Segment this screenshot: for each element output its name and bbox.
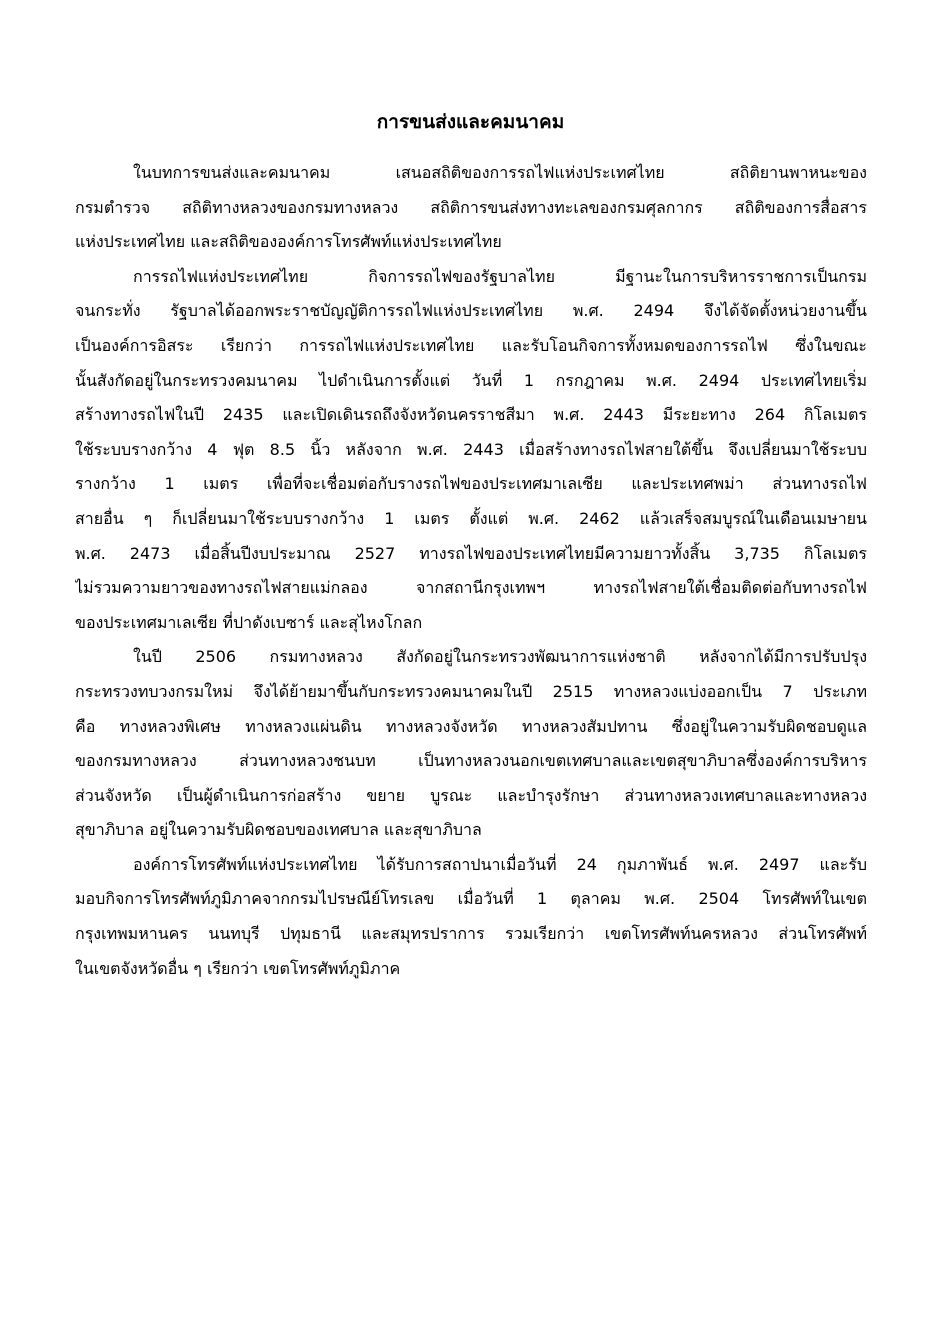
paragraph-line: ส่วนจังหวัด เป็นผู้ดำเนินการก่อสร้าง ขยาย บูรณะ และบำรุงรักษา ส่วนทางหลวงเทศบาลและทางหลวง — [75, 785, 867, 805]
body-text — [75, 156, 867, 986]
paragraph-line: กรุงเทพมหานคร นนทบุรี ปทุมธานี และสมุทรปราการ รวมเรียกว่า เขตโทรศัพท์นครหลวง ส่วนโทรศัพท์ — [75, 924, 867, 944]
paragraph-line: จนกระทั่ง รัฐบาลได้ออกพระราชบัญญัติการรถไฟแห่งประเทศไทย พ.ศ. 2494 จึงได้จัดตั้งหน่วยงานขึ้น — [75, 301, 867, 321]
paragraph-line: ไม่รวมความยาวของทางรถไฟสายแม่กลอง จากสถานีกรุงเทพฯ ทางรถไฟสายใต้เชื่อมติดต่อกับทางรถไฟ — [75, 578, 867, 598]
paragraph-line: กระทรวงทบวงกรมใหม่ จึงได้ย้ายมาขึ้นกับกระทรวงคมนาคมในปี 2515 ทางหลวงแบ่งออกเป็น 7 ประเภท — [75, 681, 867, 701]
page-title: การขนส่งและคมนาคม — [376, 111, 565, 133]
paragraph-line: แห่งประเทศไทย และสถิติขององค์การโทรศัพท์แห่งประเทศไทย — [75, 232, 502, 252]
paragraph-line: ในปี 2506 กรมทางหลวง สังกัดอยู่ในกระทรวงพัฒนาการแห่งชาติ หลังจากได้มีการปรับปรุง — [133, 647, 867, 667]
paragraph-line: ของกรมทางหลวง ส่วนทางหลวงชนบท เป็นทางหลวงนอกเขตเทศบาลและเขตสุขาภิบาลซึ่งองค์การบริหาร — [75, 751, 867, 771]
paragraph-line: สายอื่น ๆ ก็เปลี่ยนมาใช้ระบบรางกว้าง 1 เมตร ตั้งแต่ พ.ศ. 2462 แล้วเสร็จสมบูรณ์ในเดือนเมษายน — [75, 508, 867, 528]
paragraph-line: พ.ศ. 2473 เมื่อสิ้นปีงบประมาณ 2527 ทางรถไฟของประเทศไทยมีความยาวทั้งสิ้น 3,735 กิโลเมตร — [75, 543, 867, 563]
paragraph-line: คือ ทางหลวงพิเศษ ทางหลวงแผ่นดิน ทางหลวงจังหวัด ทางหลวงสัมปทาน ซึ่งอยู่ในความรับผิดชอบดูแล — [75, 716, 867, 736]
paragraph-line: นั้นสังกัดอยู่ในกระทรวงคมนาคม ไปดำเนินการตั้งแต่ วันที่ 1 กรกฎาคม พ.ศ. 2494 ประเทศไทยเริ่ม — [75, 370, 867, 390]
paragraph-line: ในเขตจังหวัดอื่น ๆ เรียกว่า เขตโทรศัพท์ภูมิภาค — [75, 958, 401, 978]
paragraph-statistics-overview — [75, 156, 867, 260]
paragraph-line: องค์การโทรศัพท์แห่งประเทศไทย ได้รับการสถาปนาเมื่อวันที่ 24 กุมภาพันธ์ พ.ศ. 2497 และรับ — [133, 854, 867, 874]
paragraph-telephone — [75, 848, 867, 986]
paragraph-line: ของประเทศมาเลเซีย ที่ปาดังเบซาร์ และสุไหงโกลก — [75, 612, 423, 632]
paragraph-line: สุขาภิบาล อยู่ในความรับผิดชอบของเทศบาล และสุขาภิบาล — [75, 820, 482, 840]
paragraph-line: รางกว้าง 1 เมตร เพื่อที่จะเชื่อมต่อกับรางรถไฟของประเทศมาเลเซีย และประเทศพม่า ส่วนทางรถไฟ — [75, 474, 867, 494]
paragraph-line: การรถไฟแห่งประเทศไทย กิจการรถไฟของรัฐบาลไทย มีฐานะในการบริหารราชการเป็นกรม — [133, 266, 867, 286]
paragraph-line: มอบกิจการโทรศัพท์ภูมิภาคจากกรมไปรษณีย์โทรเลข เมื่อวันที่ 1 ตุลาคม พ.ศ. 2504 โทรศัพท์ในเขต — [75, 889, 867, 909]
paragraph-railway — [75, 260, 867, 641]
paragraph-line: กรมตำรวจ สถิติทางหลวงของกรมทางหลวง สถิติการขนส่งทางทะเลของกรมศุลกากร สถิติของการสื่อสาร — [75, 197, 867, 217]
paragraph-line: ในบทการขนส่งและคมนาคม เสนอสถิติของการรถไฟแห่งประเทศไทย สถิติยานพาหนะของ — [133, 163, 867, 182]
paragraph-highways — [75, 640, 867, 848]
paragraph-line: ใช้ระบบรางกว้าง 4 ฟุต 8.5 นิ้ว หลังจาก พ.ศ. 2443 เมื่อสร้างทางรถไฟสายใต้ขึ้น จึงเปลี่ยนมาใช้ระบบ — [75, 439, 867, 459]
paragraph-line: เป็นองค์การอิสระ เรียกว่า การรถไฟแห่งประเทศไทย และรับโอนกิจการทั้งหมดของการรถไฟ ซึ่งในขณะ — [75, 335, 867, 355]
paragraph-line: สร้างทางรถไฟในปี 2435 และเปิดเดินรถถึงจังหวัดนครราชสีมา พ.ศ. 2443 มีระยะทาง 264 กิโลเมตร — [75, 405, 867, 425]
